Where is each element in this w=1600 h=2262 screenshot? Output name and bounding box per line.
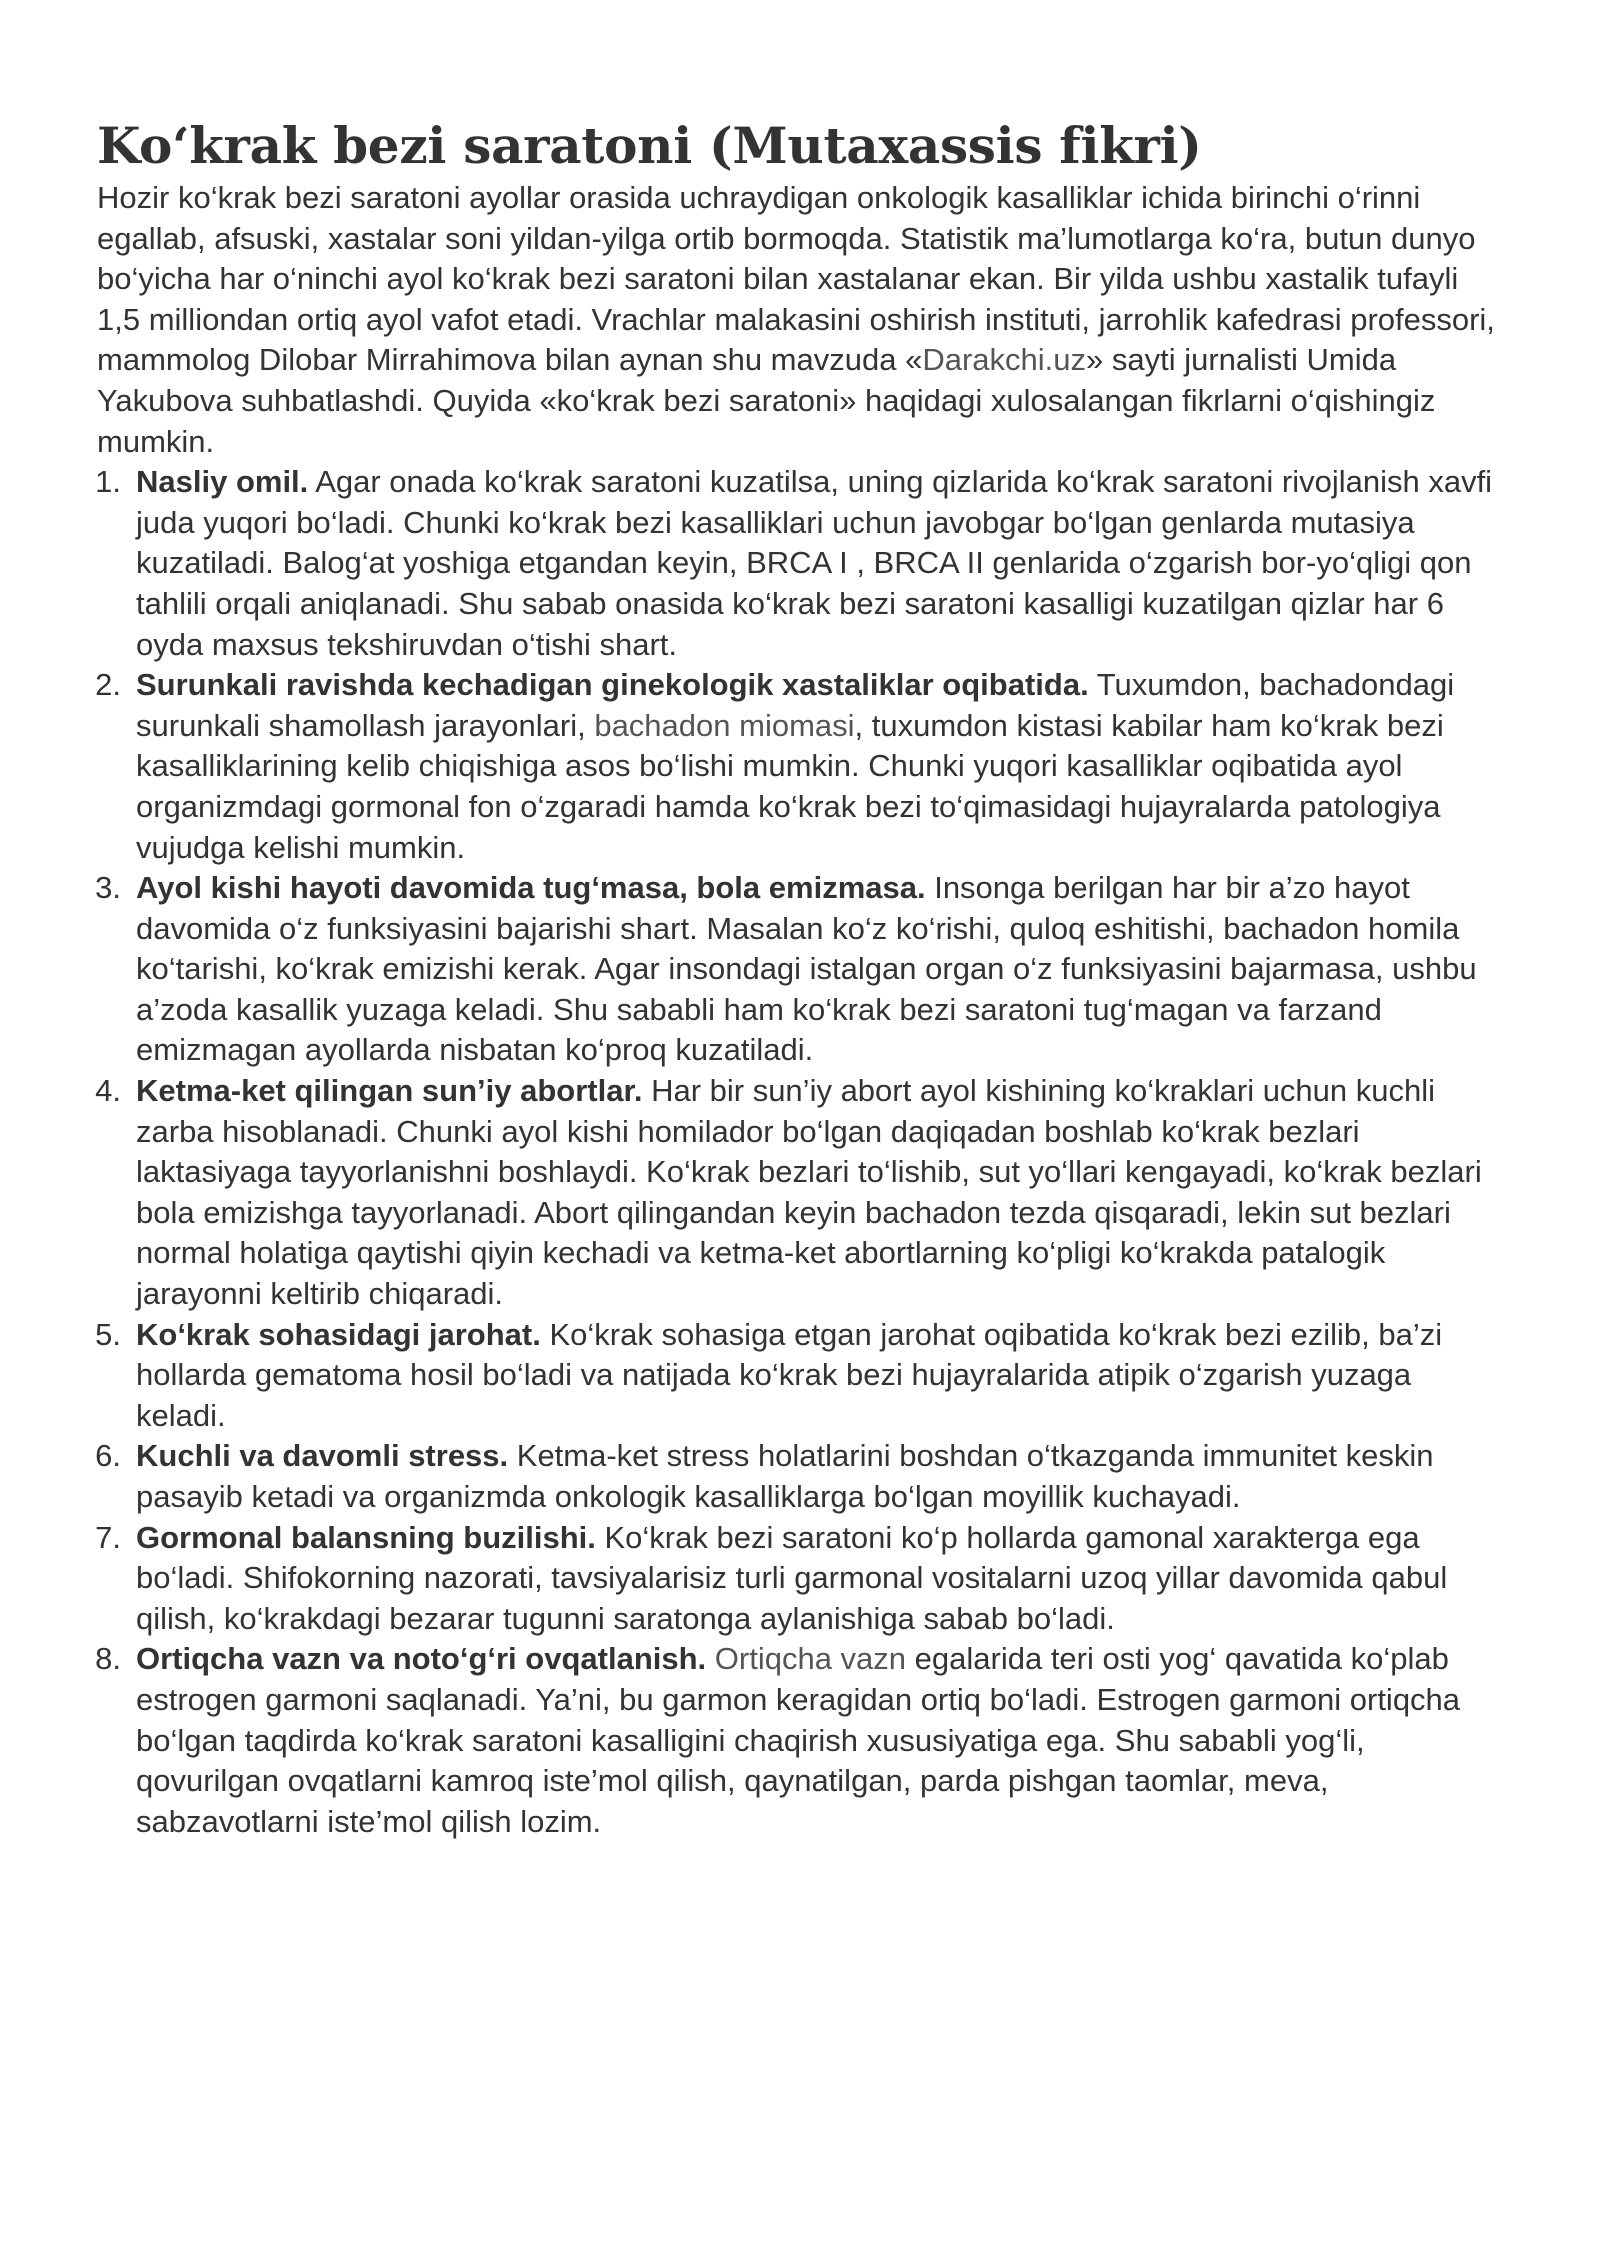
list-item-heading: Gormonal balansning buzilishi.: [136, 1519, 596, 1555]
article: [97, 118, 1497, 1842]
list-item-text-end: , tuxumdon kistasi kabilar ham ko‘krak bezi kasalliklarining kelib chiqishiga asos bo‘lishi mumkin. Chunki yuqori kasalliklar oqibatida ayol organizmdagi gormonal fon o‘zgaradi hamda ko‘krak bezi to‘qimasidagi hujayralarda patologiya vujudga kelishi mumkin.: [136, 707, 1444, 865]
list-item-number: 3 .: [81, 868, 121, 909]
list-item-number: 1 .: [81, 462, 121, 503]
list-item: [97, 665, 1497, 868]
list-item-text: Ketma-ket stress holatlarini boshdan o‘tkazganda immunitet keskin pasayib ketadi va organizmda onkologik kasalliklarga bo‘lgan moyillik kuchayadi.: [136, 1438, 1434, 1514]
list-item-number: 6 .: [81, 1436, 121, 1477]
list-item-heading: Surunkali ravishda kechadigan ginekologik xastaliklar oqibatida.: [136, 667, 1089, 703]
list-item: [97, 868, 1497, 1071]
list-item-heading: Ortiqcha vazn va noto‘g‘ri ovqatlanish.: [136, 1641, 707, 1677]
list-item: [97, 462, 1497, 665]
list-item-text: [706, 1641, 715, 1676]
list-item-text: Tuxumdon, bachadondagi surunkali shamollash jarayonlari,: [136, 667, 1455, 743]
list-item-text: Insonga berilgan har bir a’zo hayot davomida o‘z funksiyasini bajarishi shart. Masalan ko‘z ko‘rishi, quloq eshitishi, bachadon homila ko‘tarishi, ko‘krak emizishi kerak. Agar insondagi istalgan organ o‘z funksiyasini bajarmasa, ushbu a’zoda kasallik yuzaga keladi. Shu sababli ham ko‘krak bezi saratoni tug‘magan va farzand emizmagan ayollarda nisbatan ko‘proq kuzatiladi.: [136, 870, 1477, 1068]
list-item-text: Agar onada ko‘krak saratoni kuzatilsa, uning qizlarida ko‘krak saratoni rivojlanish xavfi juda yuqori bo‘ladi. Chunki ko‘krak bezi kasalliklari uchun javobgar bo‘lgan genlarda mutasiya kuzatiladi. Balog‘at yoshiga etgandan keyin, BRCA I , BRCA II genlarida o‘zgarish bor-yo‘qligi qon tahlili orqali aniqlanadi. Shu sabab onasida ko‘krak bezi saratoni kasalligi kuzatilgan qizlar har 6 oyda maxsus tekshiruvdan o‘tishi shart.: [136, 464, 1493, 662]
list-item-number: 2 .: [81, 665, 121, 706]
list-item: [97, 1315, 1497, 1437]
list-item: [97, 1518, 1497, 1640]
list-item-text-end: egalarida teri osti yog‘ qavatida ko‘plab estrogen garmoni saqlanadi. Ya’ni, bu garmon keragidan ortiq bo‘ladi. Estrogen garmoni ortiqcha bo‘lgan taqdirda ko‘krak saratoni kasalligini chaqirish xususiyatiga ega. Shu sababli yog‘li, qovurilgan ovqatlarni kamroq iste’mol qilish, qaynatilgan, parda pishgan taomlar, meva, sabzavotlarni iste’mol qilish lozim.: [136, 1641, 1461, 1839]
intro-text-end: » sayti jurnalisti Umida Yakubova suhbatlashdi. Quyida «ko‘krak bezi saratoni» haqidagi xulosalangan fikrlarni o‘qishingiz mumkin.: [97, 342, 1436, 459]
bachadon-miomasi-link[interactable]: bachadon miomasi: [594, 707, 855, 743]
list-item-text: Ko‘krak sohasiga etgan jarohat oqibatida ko‘krak bezi ezilib, ba’zi hollarda gematoma hosil bo‘ladi va natijada ko‘krak bezi hujayralarida atipik o‘zgarish yuzaga keladi.: [136, 1316, 1443, 1433]
intro-paragraph: [97, 178, 1497, 462]
list-item: [97, 1639, 1497, 1842]
list-item-number: 8 .: [81, 1639, 121, 1680]
list-item-number: 5 .: [81, 1315, 121, 1356]
list-item-number: 4 .: [81, 1071, 121, 1112]
list-item-heading: Nasliy omil.: [136, 464, 309, 500]
risk-factors-list: [97, 462, 1497, 1842]
list-item: [97, 1071, 1497, 1315]
list-item-text: Har bir sun’iy abort ayol kishining ko‘kraklari uchun kuchli zarba hisoblanadi. Chunki ayol kishi homilador bo‘lgan daqiqadan boshlab ko‘krak bezlari laktasiyaga tayyorlanishni boshlaydi. Ko‘krak bezlari to‘lishib, sut yo‘llari kengayadi, ko‘krak bezlari bola emizishga tayyorlanadi. Abort qilingandan keyin bachadon tezda qisqaradi, lekin sut bezlari normal holatiga qaytishi qiyin kechadi va ketma-ket abortlarning ko‘pligi ko‘krakda patalogik jarayonni keltirib chiqaradi.: [136, 1073, 1482, 1312]
list-item-text: Ko‘krak bezi saratoni ko‘p hollarda gamonal xarakterga ega bo‘ladi. Shifokorning nazorati, tavsiyalarisiz turli garmonal vositalarni uzoq yillar davomida qabul qilish, ko‘krakdagi bezarar tugunni saratonga aylanishiga sabab bo‘ladi.: [136, 1519, 1448, 1636]
intro-text: Hozir ko‘krak bezi saratoni ayollar orasida uchraydigan onkologik kasalliklar ichida birinchi o‘rinni egallab, afsuski, xastalar soni yildan-yilga ortib bormoqda. Statistik ma’lumotlarga ko‘ra, butun dunyo bo‘yicha har o‘ninchi ayol ko‘krak bezi saratoni bilan xastalanar ekan. Bir yilda ushbu xastalik tufayli 1,5 milliondan ortiq ayol vafot etadi. Vrachlar malakasini oshirish instituti, jarrohlik kafedrasi professori, mammolog Dilobar Mirrahimova bilan aynan shu mavzuda «: [97, 180, 1495, 378]
list-item: [97, 1436, 1497, 1517]
ortiqcha-vazn-link[interactable]: Ortiqcha vazn: [714, 1641, 907, 1677]
list-item-number: 7 .: [81, 1518, 121, 1559]
article-title: Ko‘krak bezi saratoni (Mutaxassis fikri): [97, 116, 1202, 175]
list-item-heading: Ketma-ket qilingan sun’iy abortlar.: [136, 1073, 643, 1109]
list-item-heading: Ko‘krak sohasidagi jarohat.: [136, 1316, 541, 1352]
list-item-heading: Ayol kishi hayoti davomida tug‘masa, bola emizmasa.: [136, 870, 926, 906]
darakchi-link[interactable]: Darakchi.uz: [922, 342, 1087, 378]
list-item-heading: Kuchli va davomli stress.: [136, 1438, 509, 1474]
